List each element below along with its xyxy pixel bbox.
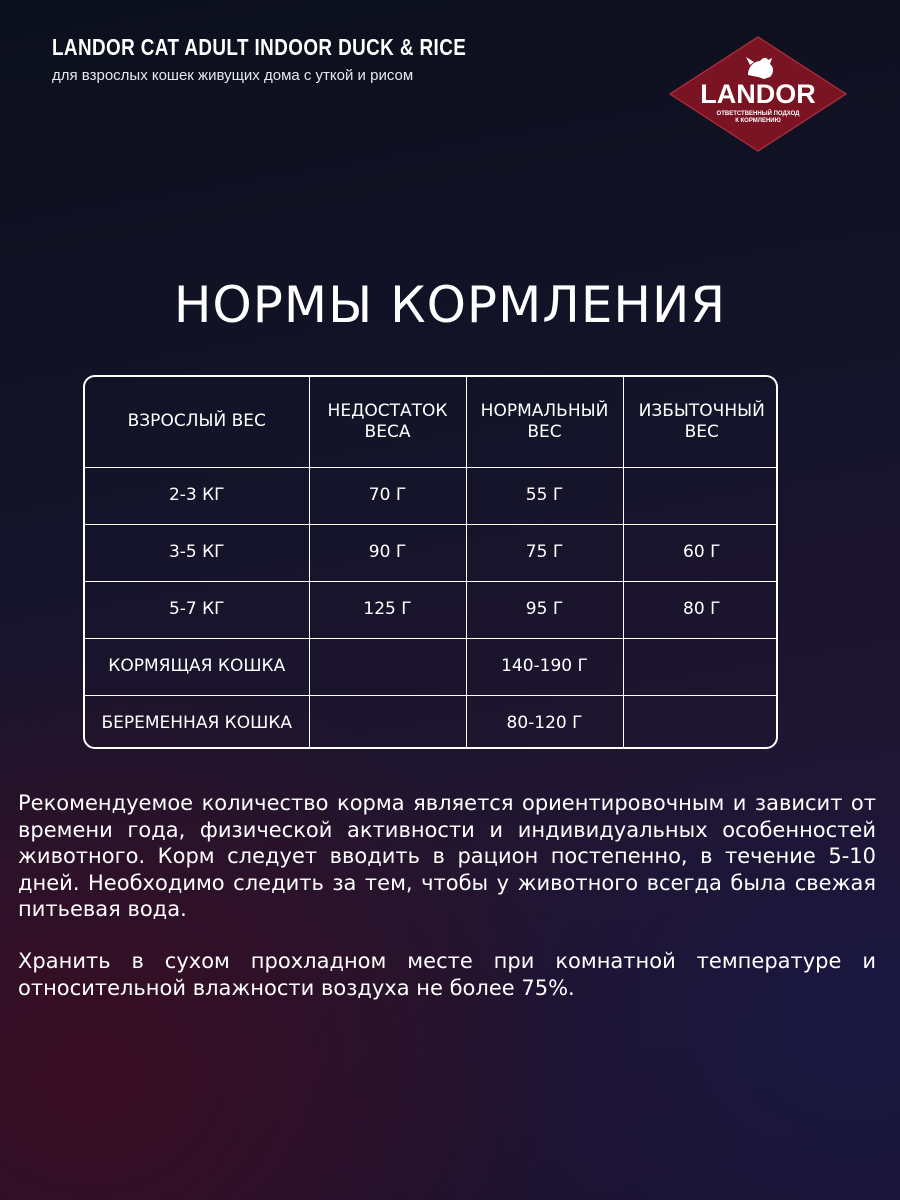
- column-header-adult-weight: ВЗРОСЛЫЙ ВЕС: [85, 377, 309, 467]
- table-row: [85, 467, 778, 524]
- column-header-underweight: НЕДОСТАТОК ВЕСА: [309, 377, 466, 467]
- storage-note-paragraph: Хранить в сухом прохладном месте при комнатной температуре и относительной влажности воздуха не более 75%.: [18, 949, 876, 1000]
- feeding-table: [83, 375, 778, 749]
- cell-underweight: 125 Г: [309, 581, 466, 638]
- cell-overweight: [623, 467, 778, 524]
- table-row: [85, 695, 778, 749]
- cell-normal: 140-190 Г: [466, 638, 623, 695]
- cell-underweight: 90 Г: [309, 524, 466, 581]
- table-row: [85, 638, 778, 695]
- column-header-overweight: ИЗБЫТОЧНЫЙ ВЕС: [623, 377, 778, 467]
- cell-weight: 5-7 КГ: [85, 581, 309, 638]
- table-header-row: [85, 377, 778, 467]
- cell-overweight: 60 Г: [623, 524, 778, 581]
- cell-weight: 3-5 КГ: [85, 524, 309, 581]
- product-title: LANDOR CAT ADULT INDOOR DUCK & RICE: [52, 34, 467, 60]
- landor-logo: [668, 35, 848, 153]
- feeding-note-paragraph: Рекомендуемое количество корма является ориентировочным и зависит от времени года, физической активности и индивидуальных особенностей животного. Корм следует вводить в рацион постепенно, в течение 5-10 дней. Необходимо следить за тем, чтобы у животного всегда была свежая питьевая вода.: [18, 791, 876, 921]
- cell-underweight: 70 Г: [309, 467, 466, 524]
- cell-weight: БЕРЕМЕННАЯ КОШКА: [85, 695, 309, 749]
- cell-normal: 95 Г: [466, 581, 623, 638]
- cell-weight: 2-3 КГ: [85, 467, 309, 524]
- cell-underweight: [309, 695, 466, 749]
- table-row: [85, 581, 778, 638]
- logo-brand: LANDOR: [700, 79, 816, 109]
- cell-normal: 80-120 Г: [466, 695, 623, 749]
- cell-overweight: 80 Г: [623, 581, 778, 638]
- cell-weight: КОРМЯЩАЯ КОШКА: [85, 638, 309, 695]
- cell-overweight: [623, 695, 778, 749]
- cell-overweight: [623, 638, 778, 695]
- page-heading: НОРМЫ КОРМЛЕНИЯ: [173, 276, 727, 334]
- column-header-normal-weight: НОРМАЛЬНЫЙ ВЕС: [466, 377, 623, 467]
- product-subtitle: для взрослых кошек живущих дома с уткой и рисом: [52, 67, 414, 84]
- cell-normal: 75 Г: [466, 524, 623, 581]
- cell-normal: 55 Г: [466, 467, 623, 524]
- table-row: [85, 524, 778, 581]
- logo-tagline-line2: К КОРМЛЕНИЮ: [735, 118, 781, 124]
- cell-underweight: [309, 638, 466, 695]
- logo-tagline-line1: ОТВЕТСТВЕННЫЙ ПОДХОД: [716, 111, 800, 117]
